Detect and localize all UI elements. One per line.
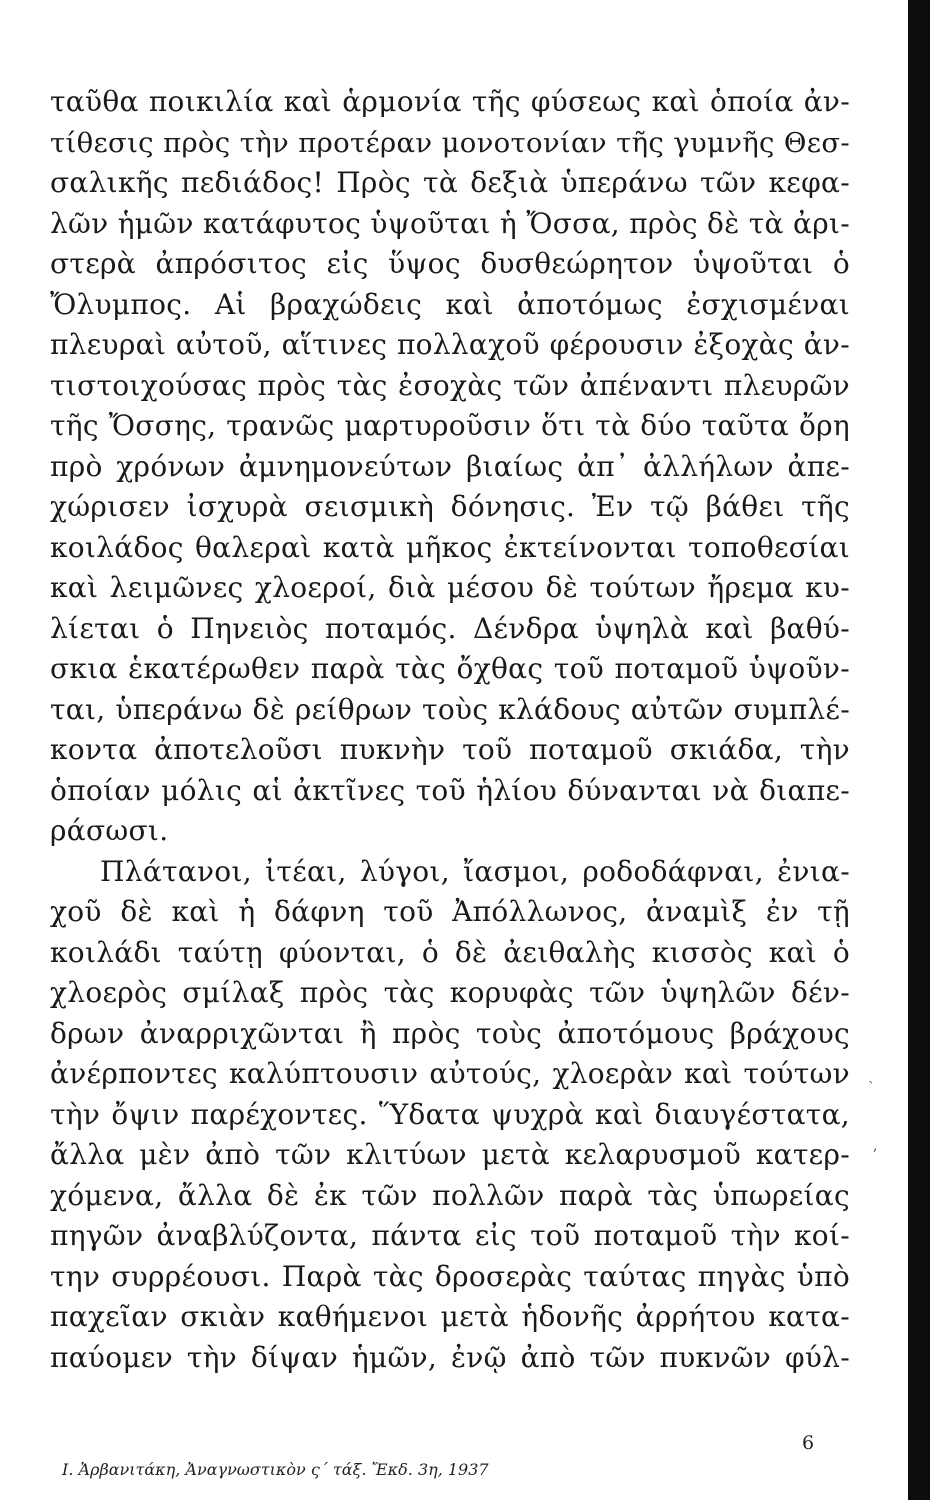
text-line: την συρρέουσι. Παρὰ τὰς δροσερὰς ταύτας πηγὰς ὑπὸ xyxy=(50,1259,850,1293)
text-line: χώρισεν ἰσχυρὰ σεισμικὴ δόνησις. Ἐν τῷ βάθει τῆς xyxy=(50,490,850,523)
text-line: χλοερὸς σμίλαξ πρὸς τὰς κορυφὰς τῶν ὑψηλῶν δέν- xyxy=(50,976,850,1009)
scan-speck: , xyxy=(873,1138,878,1154)
text-line: δρων ἀναρριχῶνται ἢ πρὸς τοὺς ἀποτόμους βράχους xyxy=(50,1016,850,1050)
text-line: ται, ὑπεράνω δὲ ρείθρων τοὺς κλάδους αὐτῶν συμπλέ- xyxy=(50,692,850,726)
text-line: τὴν ὄψιν παρέχοντες. Ὕδατα ψυχρὰ καὶ διαυγέστατα, xyxy=(50,1097,850,1131)
text-line: κοιλάδος θαλεραὶ κατὰ μῆκος ἐκτείνονται τοποθεσίαι xyxy=(50,530,850,564)
text-line: τίθεσις πρὸς τὴν προτέραν μονοτονίαν τῆς γυμνῆς Θεσ- xyxy=(50,126,850,159)
text-line: χόμενα, ἄλλα δὲ ἐκ τῶν πολλῶν παρὰ τὰς ὑπωρείας xyxy=(50,1178,850,1212)
text-line: κοντα ἀποτελοῦσι πυκνὴν τοῦ ποταμοῦ σκιάδα, τὴν xyxy=(50,733,850,766)
page-number: 6 xyxy=(802,1432,815,1454)
text-block xyxy=(50,82,850,1378)
scan-dark-edge xyxy=(908,0,930,1500)
text-line: Πλάτανοι, ἰτέαι, λύγοι, ἴασμοι, ροδοδάφναι, ἐνια- xyxy=(100,854,850,888)
text-line: πλευραὶ αὐτοῦ, αἵτινες πολλαχοῦ φέρουσιν ἐξοχὰς ἀν- xyxy=(50,328,850,361)
text-line: Ὄλυμπος. Αἱ βραχώδεις καὶ ἀποτόμως ἐσχισμέναι xyxy=(50,287,850,321)
text-line: ὁποίαν μόλις αἱ ἀκτῖνες τοῦ ἡλίου δύνανται νὰ διαπε- xyxy=(50,773,850,807)
text-line: σκια ἑκατέρωθεν παρὰ τὰς ὄχθας τοῦ ποταμοῦ ὑψοῦν- xyxy=(50,652,850,685)
text-line: ἀνέρποντες καλύπτουσιν αὐτούς, χλοερὰν καὶ τούτων xyxy=(50,1057,850,1090)
text-line: παύομεν τὴν δίψαν ἡμῶν, ἐνῷ ἀπὸ τῶν πυκνῶν φύλ- xyxy=(50,1340,850,1374)
text-line: τῆς Ὄσσης, τρανῶς μαρτυροῦσιν ὅτι τὰ δύο ταῦτα ὄρη xyxy=(50,409,850,442)
text-line: ταῦθα ποικιλία καὶ ἁρμονία τῆς φύσεως καὶ ὁποία ἀν- xyxy=(50,85,850,118)
text-line: χοῦ δὲ καὶ ἡ δάφνη τοῦ Ἀπόλλωνος, ἀναμὶξ ἐν τῇ xyxy=(50,895,850,928)
text-line: λίεται ὁ Πηνειὸς ποταμός. Δένδρα ὑψηλὰ καὶ βαθύ- xyxy=(50,611,850,645)
text-line: σαλικῆς πεδιάδος! Πρὸς τὰ δεξιὰ ὑπεράνω τῶν κεφα- xyxy=(50,166,850,199)
text-line: λῶν ἡμῶν κατάφυτος ὑψοῦται ἡ Ὄσσα, πρὸς δὲ τὰ ἀρι- xyxy=(50,206,850,240)
scan-speck: ` xyxy=(868,1080,875,1096)
text-line: παχεῖαν σκιὰν καθήμενοι μετὰ ἡδονῆς ἀρρήτου κατα- xyxy=(50,1300,850,1333)
footer-citation: Ι. Ἀρβανιτάκη, Ἀναγνωστικὸν ς΄ τάξ. Ἔκδ. 3η, 1937 xyxy=(62,1460,489,1479)
text-line: καὶ λειμῶνες χλοεροί, διὰ μέσου δὲ τούτων ἤρεμα κυ- xyxy=(50,571,850,604)
text-line: πρὸ χρόνων ἀμνημονεύτων βιαίως ἀπ᾽ ἀλλήλων ἀπε- xyxy=(50,449,850,483)
text-line: κοιλάδι ταύτῃ φύονται, ὁ δὲ ἀειθαλὴς κισσὸς καὶ ὁ xyxy=(50,935,850,969)
text-line: ράσωσι. xyxy=(50,814,169,847)
text-line: στερὰ ἀπρόσιτος εἰς ὕψος δυσθεώρητον ὑψοῦται ὁ xyxy=(50,247,850,280)
text-line: ἄλλα μὲν ἀπὸ τῶν κλιτύων μετὰ κελαρυσμοῦ κατερ- xyxy=(50,1138,850,1171)
text-line: πηγῶν ἀναβλύζοντα, πάντα εἰς τοῦ ποταμοῦ τὴν κοί- xyxy=(50,1219,850,1252)
text-line: τιστοιχούσας πρὸς τὰς ἐσοχὰς τῶν ἀπέναντι πλευρῶν xyxy=(50,368,850,402)
